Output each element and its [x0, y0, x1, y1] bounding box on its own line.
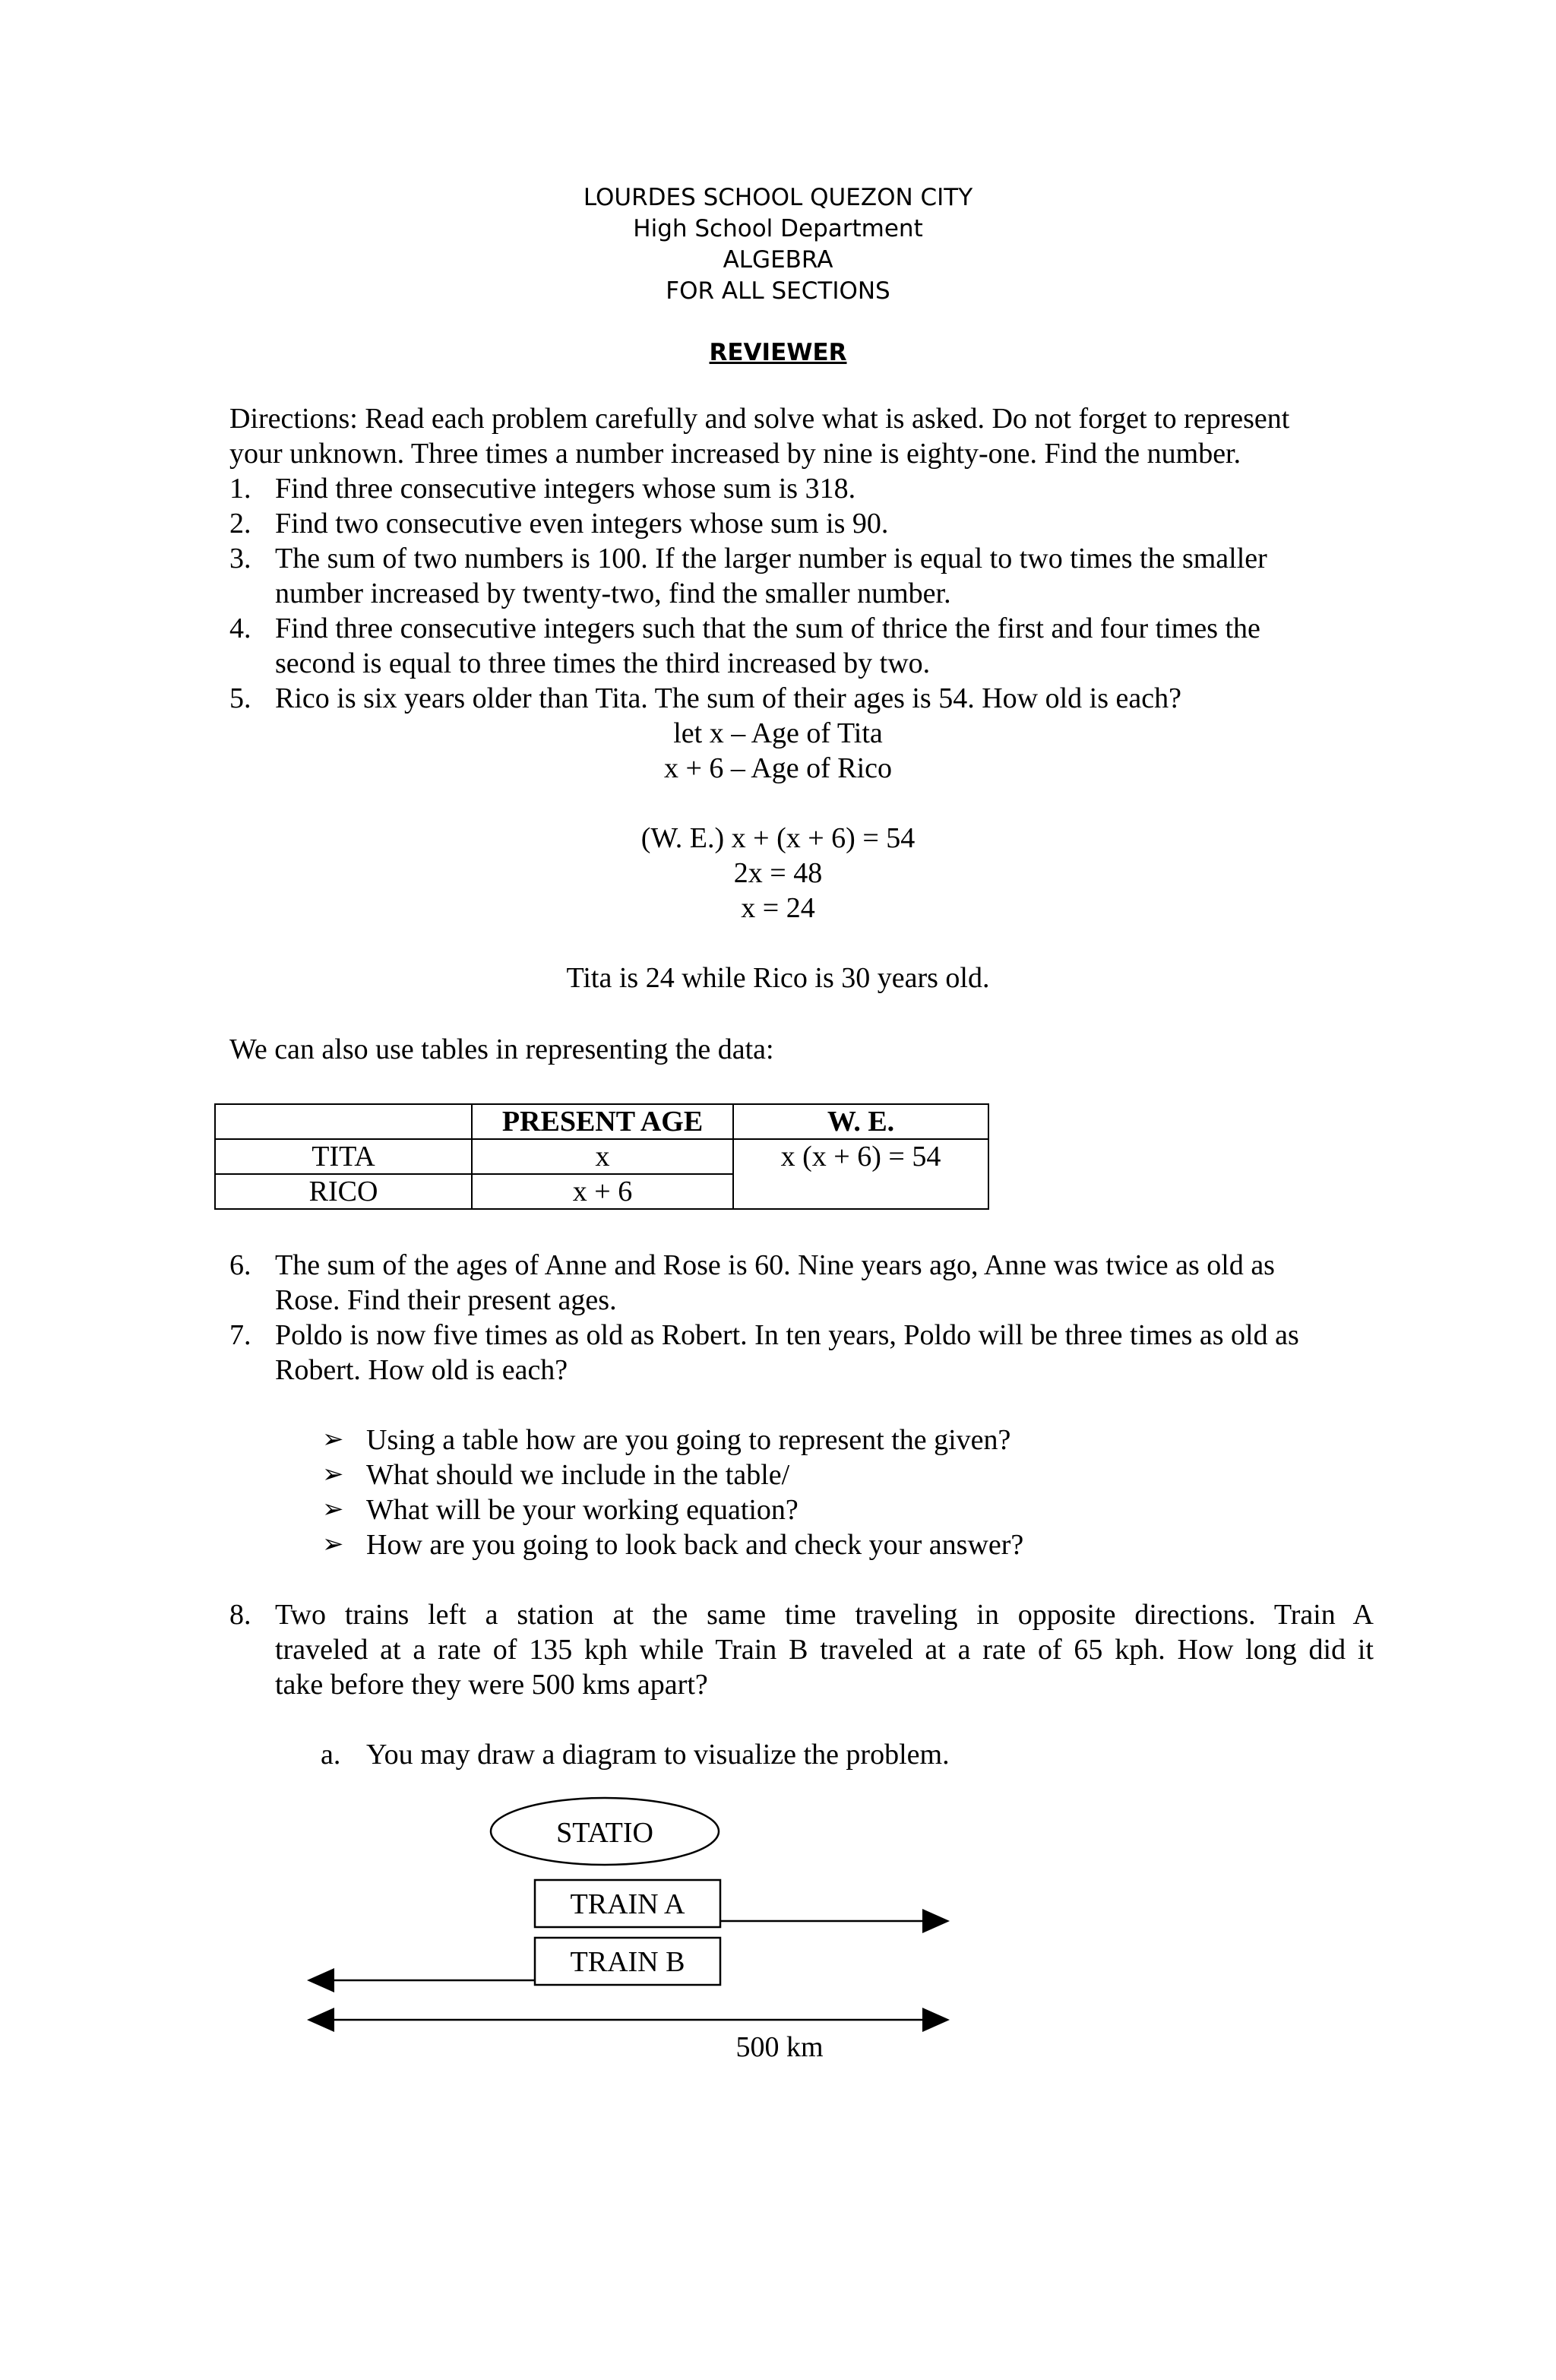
let-statement: let x – Age of Tita — [673, 717, 883, 749]
train-b-label: TRAIN B — [570, 1946, 685, 1978]
problem-number: 2. — [229, 508, 251, 540]
table-cell-name: RICO — [215, 1174, 472, 1209]
reviewer-title: REVIEWER — [709, 339, 847, 366]
station-label: STATIO — [556, 1817, 653, 1849]
train-a-arrowhead — [922, 1909, 950, 1933]
subject-name: ALGEBRA — [723, 246, 833, 274]
problem-text: Poldo is now five times as old as Robert. In ten years, Poldo will be three times as old as — [275, 1319, 1299, 1351]
problem-number: 5. — [229, 682, 251, 714]
problem-text: The sum of two numbers is 100. If the larger number is equal to two times the smaller — [275, 543, 1267, 574]
arrow-bullet-icon: ➢ — [322, 1426, 344, 1454]
guide-question: Using a table how are you going to represent the given? — [366, 1424, 1011, 1456]
problem-number: 1. — [229, 473, 251, 505]
table-row — [215, 1139, 988, 1174]
train-diagram — [0, 1778, 1556, 2082]
ages-table — [214, 1103, 989, 1210]
solution-step: x = 24 — [741, 892, 815, 924]
problem-number: 7. — [229, 1319, 251, 1351]
problem-text: The sum of the ages of Anne and Rose is 60. Nine years ago, Anne was twice as old as — [275, 1249, 1275, 1281]
problem-text: Rico is six years older than Tita. The sum of their ages is 54. How old is each? — [275, 682, 1181, 714]
problem-text: Rose. Find their present ages. — [275, 1284, 617, 1316]
directions-line-1: Directions: Read each problem carefully and solve what is asked. Do not forget to represent — [229, 403, 1290, 435]
distance-label: 500 km — [735, 2031, 824, 2063]
problem-text: Two trains left a station at the same time traveling in opposite directions. Train A — [275, 1599, 1374, 1631]
guide-question: What will be your working equation? — [366, 1494, 799, 1526]
problem-number: 6. — [229, 1249, 251, 1281]
table-header-cell: PRESENT AGE — [472, 1104, 733, 1139]
problem-number: 8. — [229, 1599, 251, 1631]
table-header-cell — [215, 1104, 472, 1139]
problem-text: Robert. How old is each? — [275, 1354, 568, 1386]
sub-item-label: a. — [321, 1739, 341, 1771]
problem-text: Find two consecutive even integers whose sum is 90. — [275, 508, 889, 540]
document-header — [0, 182, 1556, 307]
table-cell-age: x + 6 — [472, 1174, 733, 1209]
table-cell-name: TITA — [215, 1139, 472, 1174]
problem-number: 3. — [229, 543, 251, 574]
department-name: High School Department — [633, 215, 923, 242]
solution-answer: Tita is 24 while Rico is 30 years old. — [566, 962, 990, 994]
directions-line-2: your unknown. Three times a number increased by nine is eighty-one. Find the number. — [229, 438, 1241, 470]
table-cell-age: x — [472, 1139, 733, 1174]
train-b-arrowhead — [307, 1968, 334, 1992]
guide-question: What should we include in the table/ — [366, 1459, 790, 1491]
table-header-cell: W. E. — [733, 1104, 988, 1139]
arrow-bullet-icon: ➢ — [322, 1530, 344, 1559]
let-statement: x + 6 – Age of Rico — [663, 752, 893, 784]
guide-question: How are you going to look back and check your answer? — [366, 1529, 1024, 1561]
arrow-bullet-icon: ➢ — [322, 1495, 344, 1524]
problem-text: second is equal to three times the third increased by two. — [275, 647, 931, 679]
arrow-bullet-icon: ➢ — [322, 1461, 344, 1489]
working-equation: (W. E.) x + (x + 6) = 54 — [640, 822, 916, 854]
distance-arrowhead-right — [922, 2008, 950, 2032]
table-cell-working-equation: x (x + 6) = 54 — [733, 1139, 988, 1209]
table-intro: We can also use tables in representing the data: — [229, 1033, 774, 1065]
school-name: LOURDES SCHOOL QUEZON CITY — [583, 184, 973, 211]
problem-text: Find three consecutive integers such that the sum of thrice the first and four times the — [275, 612, 1260, 644]
table-header-row — [215, 1104, 988, 1139]
distance-arrowhead-left — [307, 2008, 334, 2032]
solution-step: 2x = 48 — [733, 857, 823, 889]
problem-text: number increased by twenty-two, find the smaller number. — [275, 578, 951, 609]
problem-text: take before they were 500 kms apart? — [275, 1669, 708, 1701]
sections-label: FOR ALL SECTIONS — [666, 277, 890, 305]
problem-text: Find three consecutive integers whose sum is 318. — [275, 473, 856, 505]
problem-number: 4. — [229, 612, 251, 644]
problem-text: traveled at a rate of 135 kph while Train B traveled at a rate of 65 kph. How long did it — [275, 1634, 1374, 1666]
train-a-label: TRAIN A — [570, 1888, 685, 1920]
sub-item-text: You may draw a diagram to visualize the problem. — [366, 1739, 950, 1771]
